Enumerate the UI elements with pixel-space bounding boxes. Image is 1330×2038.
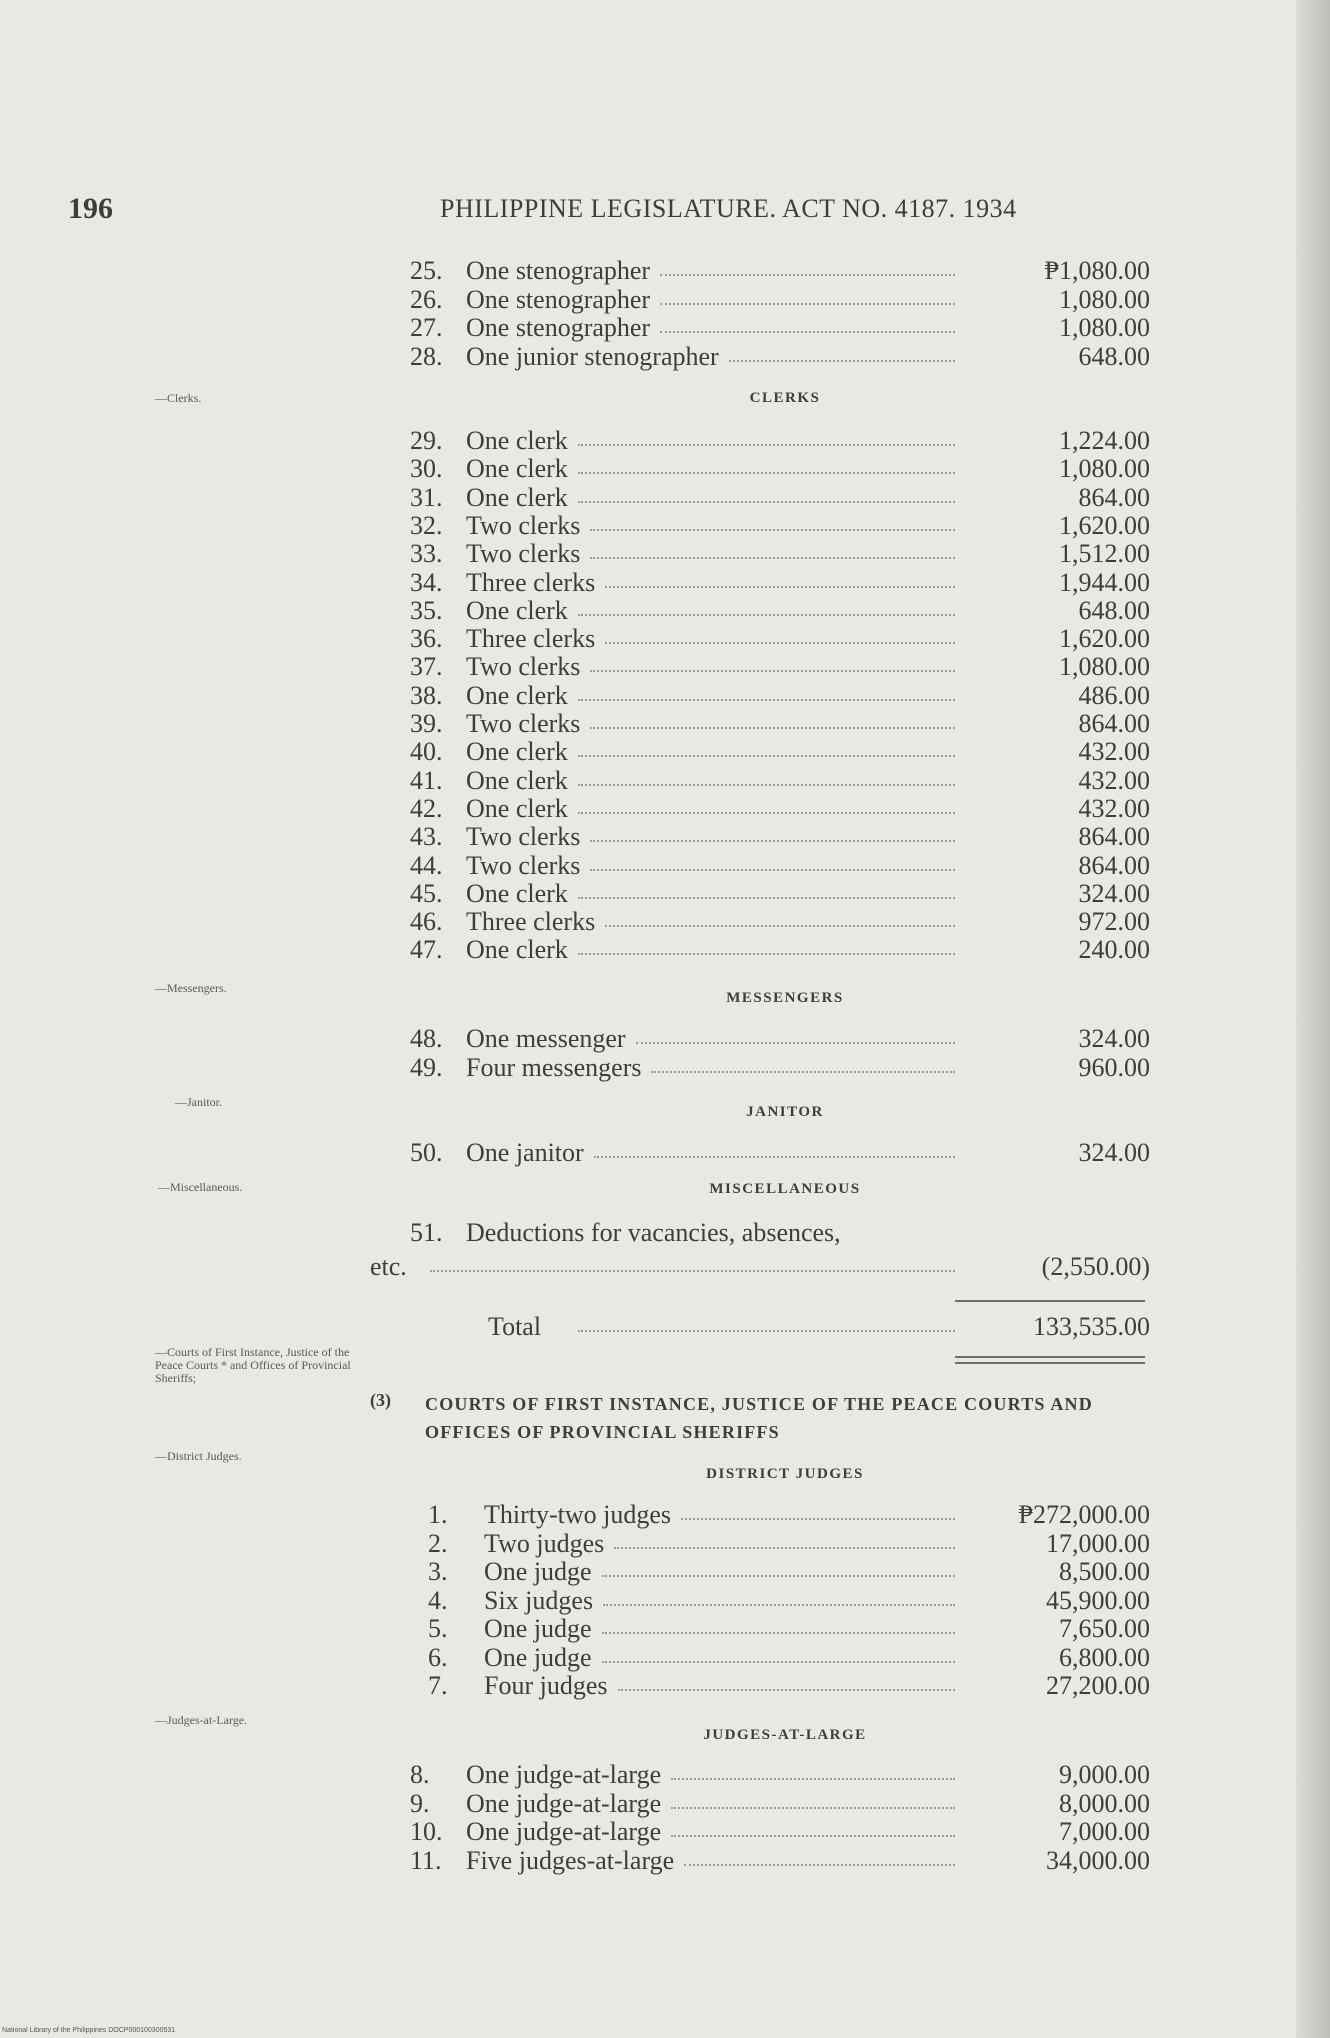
item-number: 50.	[410, 1138, 443, 1167]
page-edge-shadow	[1296, 0, 1330, 2038]
item-amount: 9,000.00	[1059, 1760, 1150, 1789]
line-item	[410, 1789, 1150, 1819]
margin-note-miscellaneous: —Miscellaneous.	[158, 1180, 243, 1194]
line-item	[410, 624, 1150, 654]
line-item	[428, 1529, 1150, 1559]
leader-dots	[614, 1547, 955, 1549]
margin-note-messengers: —Messengers.	[155, 981, 227, 995]
item-description: One clerk	[466, 793, 568, 823]
item-number: 6.	[428, 1642, 448, 1672]
item-amount: 8,000.00	[1059, 1788, 1150, 1818]
line-item	[428, 1586, 1150, 1616]
line-item	[410, 313, 1150, 343]
item-description: Three clerks	[466, 567, 596, 597]
leader-dots	[618, 1689, 955, 1691]
line-item	[410, 935, 1150, 965]
item-number: 25.	[410, 256, 443, 285]
heading-judges-at-large: JUDGES-AT-LARGE	[703, 1727, 867, 1743]
item-description: One clerk	[466, 454, 568, 484]
line-item	[410, 511, 1150, 541]
item-amount: 1,944.00	[1059, 567, 1150, 597]
line-item	[410, 285, 1150, 315]
line-item	[410, 794, 1150, 824]
item-number: 10.	[410, 1817, 443, 1846]
margin-note-district-judges: —District Judges.	[155, 1449, 242, 1463]
item-number: 37.	[410, 652, 443, 682]
item-number: 41.	[410, 765, 443, 795]
item-number: 11.	[410, 1845, 442, 1875]
item-description: Two clerks	[466, 652, 581, 682]
section-number: (3)	[370, 1390, 391, 1410]
subtotal-rule	[955, 1300, 1145, 1302]
leader-dots	[671, 1778, 955, 1780]
line-item	[410, 426, 1150, 456]
item-description: Six judges	[484, 1585, 594, 1615]
item-amount: 324.00	[1078, 878, 1150, 908]
item-amount: 27,200.00	[1046, 1671, 1150, 1700]
line-item	[410, 342, 1150, 372]
item-number: 31.	[410, 482, 443, 512]
item-amount: 432.00	[1078, 793, 1150, 823]
heading-messengers: MESSENGERS	[726, 990, 844, 1006]
item-description: One clerk	[466, 680, 568, 710]
item-number: 43.	[410, 822, 443, 852]
line-item	[410, 539, 1150, 569]
leader-dots	[578, 953, 955, 955]
item-description: One clerk	[466, 878, 568, 908]
item-amount: 972.00	[1078, 907, 1150, 937]
item-description: Two clerks	[466, 822, 581, 852]
misc-line-2	[370, 1252, 1150, 1282]
item-number: 27.	[410, 313, 443, 342]
item-number: 4.	[428, 1585, 448, 1615]
item-number: 49.	[410, 1052, 443, 1082]
line-item	[410, 483, 1150, 513]
leader-dots	[605, 642, 955, 644]
item-number: 7.	[428, 1671, 448, 1700]
item-amount: 45,900.00	[1046, 1585, 1150, 1615]
misc-number: 51.	[410, 1218, 443, 1247]
item-amount: 864.00	[1078, 850, 1150, 880]
margin-note-clerks: —Clerks.	[155, 391, 202, 405]
leader-dots	[729, 360, 955, 362]
item-number: 8.	[410, 1760, 430, 1789]
item-number: 29.	[410, 426, 443, 455]
item-description: One janitor	[466, 1138, 584, 1167]
item-amount: 8,500.00	[1059, 1557, 1150, 1586]
item-number: 44.	[410, 850, 443, 880]
item-description: Five judges-at-large	[466, 1845, 675, 1875]
item-number: 2.	[428, 1528, 448, 1558]
leader-dots	[651, 1071, 955, 1073]
leader-dots	[578, 699, 955, 701]
item-number: 47.	[410, 935, 443, 965]
leader-dots	[671, 1835, 955, 1837]
line-item	[410, 737, 1150, 767]
item-description: Three clerks	[466, 624, 596, 654]
running-head: PHILIPPINE LEGISLATURE. ACT NO. 4187. 1934	[440, 194, 1017, 223]
margin-note-judges-at-large: —Judges-at-Large.	[155, 1713, 248, 1727]
line-item	[410, 1817, 1150, 1847]
item-number: 35.	[410, 595, 443, 625]
misc-amount: (2,550.00)	[1041, 1252, 1150, 1281]
item-number: 32.	[410, 510, 443, 540]
item-description: Two clerks	[466, 510, 581, 540]
item-amount: 960.00	[1078, 1052, 1150, 1082]
item-amount: 486.00	[1078, 680, 1150, 710]
total-label: Total	[488, 1312, 542, 1341]
item-amount: 432.00	[1078, 765, 1150, 795]
leader-dots	[578, 501, 955, 503]
item-number: 33.	[410, 539, 443, 569]
leader-dots	[578, 472, 955, 474]
line-item	[428, 1557, 1150, 1587]
leader-dots	[590, 869, 955, 871]
misc-description: Deductions for vacancies, absences,	[466, 1218, 841, 1247]
heading-clerks: CLERKS	[749, 390, 821, 406]
item-description: One judge	[484, 1642, 592, 1672]
item-description: Three clerks	[466, 907, 596, 937]
item-description: One judge-at-large	[466, 1760, 662, 1789]
item-number: 3.	[428, 1557, 448, 1586]
line-item	[410, 1760, 1150, 1790]
item-amount: 864.00	[1078, 482, 1150, 512]
item-description: Thirty-two judges	[484, 1500, 672, 1529]
leader-dots	[605, 925, 955, 927]
line-item	[410, 652, 1150, 682]
line-item	[410, 822, 1150, 852]
line-item	[428, 1614, 1150, 1644]
item-number: 1.	[428, 1500, 448, 1529]
item-amount: 1,620.00	[1059, 510, 1150, 540]
item-description: One judge	[484, 1614, 592, 1643]
item-amount: 6,800.00	[1059, 1642, 1150, 1672]
item-amount: 1,080.00	[1059, 454, 1150, 484]
item-description: One clerk	[466, 765, 568, 795]
line-item	[410, 879, 1150, 909]
item-amount: 864.00	[1078, 822, 1150, 852]
leader-dots	[660, 274, 955, 276]
line-item	[410, 568, 1150, 598]
line-item	[428, 1671, 1150, 1701]
leader-dots	[590, 727, 955, 729]
item-description: Four messengers	[466, 1052, 642, 1082]
item-amount: 324.00	[1078, 1024, 1150, 1053]
item-description: One clerk	[466, 935, 568, 965]
section-title-courts: COURTS OF FIRST INSTANCE, JUSTICE OF THE PEACE COURTS AND OFFICES OF PROVINCIAL SHERIFFS	[425, 1394, 1093, 1442]
line-item	[428, 1500, 1150, 1530]
margin-note-courts: —Courts of First Instance, Justice of the Peace Courts * and Offices of Provincial Sheriffs;	[155, 1345, 351, 1385]
item-description: One judge	[484, 1557, 592, 1586]
item-amount: 240.00	[1078, 935, 1150, 965]
leader-dots	[578, 812, 955, 814]
line-item	[410, 1138, 1150, 1168]
line-item	[410, 907, 1150, 937]
leader-dots	[671, 1807, 955, 1809]
leader-dots	[660, 331, 955, 333]
leader-dots	[602, 1661, 955, 1663]
line-item	[410, 766, 1150, 796]
item-description: Two clerks	[466, 709, 581, 738]
item-number: 26.	[410, 284, 443, 314]
heading-miscellaneous: MISCELLANEOUS	[709, 1181, 861, 1197]
leader-dots	[430, 1270, 955, 1272]
item-amount: 864.00	[1078, 709, 1150, 738]
item-description: One stenographer	[466, 313, 651, 342]
item-number: 30.	[410, 454, 443, 484]
total-double-rule-bottom	[955, 1362, 1145, 1364]
item-description: One junior stenographer	[466, 341, 719, 371]
item-description: One clerk	[466, 482, 568, 512]
line-item	[410, 709, 1150, 739]
item-description: One messenger	[466, 1024, 626, 1053]
item-description: One stenographer	[466, 284, 651, 314]
leader-dots	[590, 529, 955, 531]
misc-description-continued: etc.	[370, 1252, 407, 1281]
line-item	[428, 1643, 1150, 1673]
line-item	[410, 454, 1150, 484]
heading-district-judges: DISTRICT JUDGES	[706, 1466, 864, 1482]
item-amount: 648.00	[1078, 341, 1150, 371]
item-description: Two judges	[484, 1528, 605, 1558]
item-description: One stenographer	[466, 256, 651, 285]
line-item	[410, 1024, 1150, 1054]
leader-dots	[636, 1042, 955, 1044]
item-amount: 1,080.00	[1059, 313, 1150, 342]
item-number: 45.	[410, 878, 443, 908]
leader-dots	[590, 557, 955, 559]
item-amount: 7,650.00	[1059, 1614, 1150, 1643]
item-amount: 1,080.00	[1059, 652, 1150, 682]
item-amount: 324.00	[1078, 1138, 1150, 1167]
item-number: 39.	[410, 709, 443, 738]
leader-dots	[603, 1604, 955, 1606]
scan-footer: National Library of the Philippines DOCP000100300531	[2, 2027, 176, 2034]
item-amount: 34,000.00	[1046, 1845, 1150, 1875]
leader-dots	[660, 303, 955, 305]
item-number: 28.	[410, 341, 443, 371]
leader-dots	[578, 614, 955, 616]
item-number: 9.	[410, 1788, 430, 1818]
leader-dots	[602, 1632, 955, 1634]
total-double-rule-top	[955, 1356, 1145, 1358]
item-number: 46.	[410, 907, 443, 937]
line-item	[410, 681, 1150, 711]
margin-note-janitor: —Janitor.	[175, 1095, 222, 1109]
item-description: One judge-at-large	[466, 1788, 662, 1818]
item-description: One clerk	[466, 737, 568, 767]
item-description: One clerk	[466, 426, 568, 455]
leader-dots	[578, 755, 955, 757]
item-amount: 1,224.00	[1059, 426, 1150, 455]
item-amount: 17,000.00	[1046, 1528, 1150, 1558]
leader-dots	[590, 670, 955, 672]
item-description: One clerk	[466, 595, 568, 625]
item-amount: 432.00	[1078, 737, 1150, 767]
line-item	[410, 256, 1150, 286]
leader-dots	[578, 784, 955, 786]
item-number: 42.	[410, 793, 443, 823]
item-number: 34.	[410, 567, 443, 597]
line-item	[410, 596, 1150, 626]
leader-dots	[578, 444, 955, 446]
item-number: 36.	[410, 624, 443, 654]
total-amount: 133,535.00	[1033, 1312, 1150, 1341]
item-description: Two clerks	[466, 850, 581, 880]
item-amount: 7,000.00	[1059, 1817, 1150, 1846]
item-amount: 1,080.00	[1059, 284, 1150, 314]
leader-dots	[578, 1330, 955, 1332]
leader-dots	[681, 1518, 955, 1520]
total-row	[488, 1312, 1150, 1342]
leader-dots	[578, 897, 955, 899]
item-description: One judge-at-large	[466, 1817, 662, 1846]
leader-dots	[594, 1156, 955, 1158]
line-item	[410, 1846, 1150, 1876]
item-number: 40.	[410, 737, 443, 767]
page-number: 196	[68, 192, 113, 225]
item-amount: 1,620.00	[1059, 624, 1150, 654]
leader-dots	[605, 586, 955, 588]
line-item	[410, 851, 1150, 881]
item-number: 5.	[428, 1614, 448, 1643]
line-item	[410, 1053, 1150, 1083]
item-amount: 1,512.00	[1059, 539, 1150, 569]
item-description: Four judges	[484, 1671, 608, 1700]
item-number: 38.	[410, 680, 443, 710]
leader-dots	[602, 1575, 955, 1577]
item-number: 48.	[410, 1024, 443, 1053]
item-amount: ₱1,080.00	[1044, 256, 1150, 285]
misc-line-1	[410, 1218, 1150, 1248]
item-amount: 648.00	[1078, 595, 1150, 625]
item-amount: ₱272,000.00	[1018, 1500, 1150, 1529]
heading-janitor: JANITOR	[746, 1104, 824, 1120]
leader-dots	[590, 840, 955, 842]
item-description: Two clerks	[466, 539, 581, 569]
leader-dots	[684, 1864, 955, 1866]
